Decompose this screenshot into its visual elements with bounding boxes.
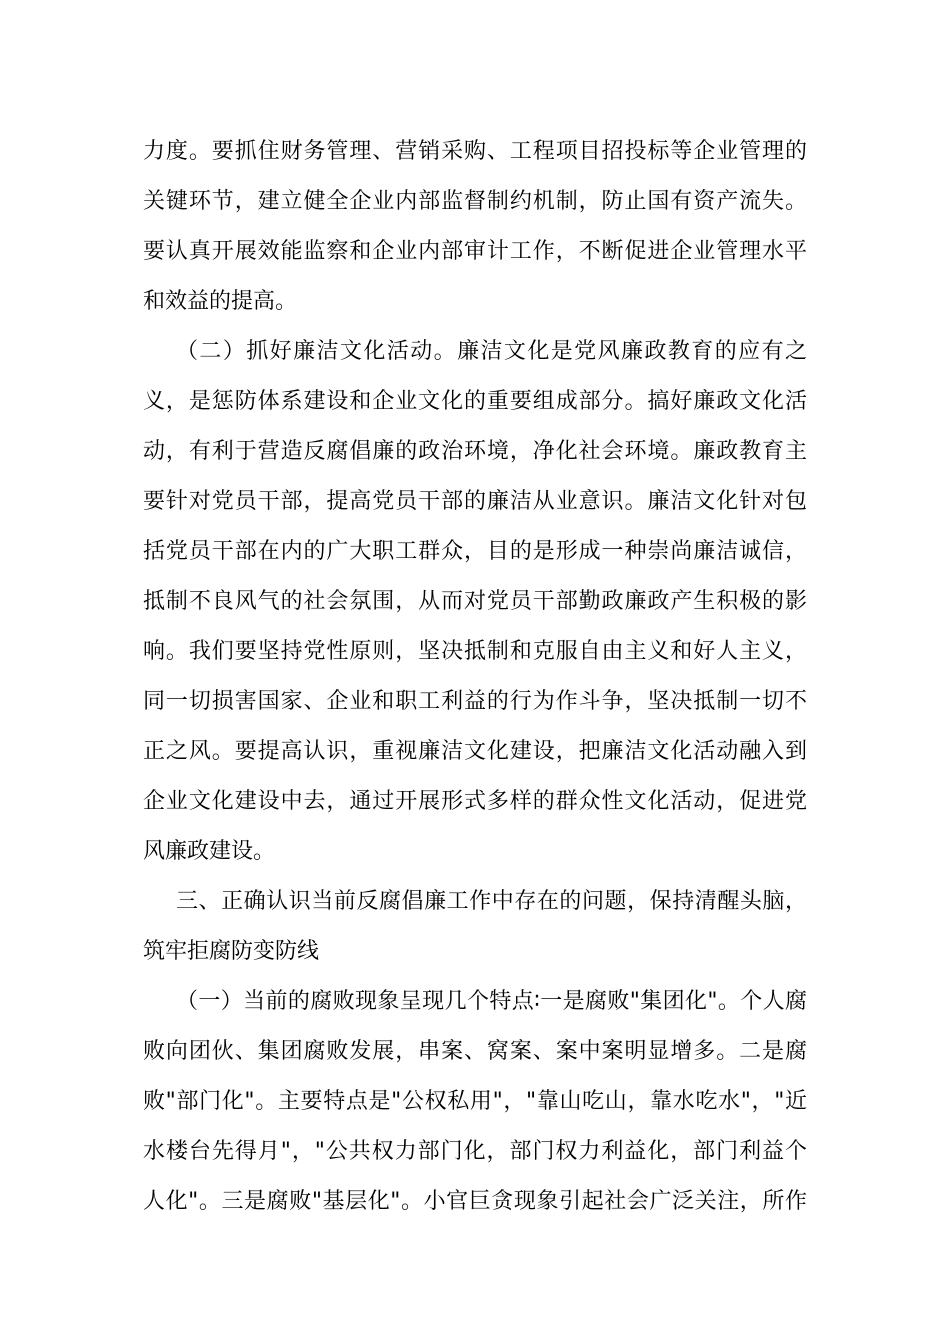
text-line: 三、正确认识当前反腐倡廉工作中存在的问题，保持清醒头脑， xyxy=(176,889,807,914)
text-line: 力度。要抓住财务管理、营销采购、工程项目招投标等企业管理的 xyxy=(143,139,807,164)
text-line: 关键环节，建立健全企业内部监督制约机制，防止国有资产流失。 xyxy=(143,189,807,214)
paragraph xyxy=(143,127,807,327)
paragraph xyxy=(143,327,807,877)
text-line: 败"部门化"。主要特点是"公权私用"，"靠山吃山，靠水吃水"，"近 xyxy=(143,1089,807,1114)
text-line: 水楼台先得月"，"公共权力部门化，部门权力利益化，部门利益个 xyxy=(143,1139,807,1164)
text-line: （二）抓好廉洁文化活动。廉洁文化是党风廉政教育的应有之 xyxy=(176,339,807,364)
text-line: 和效益的提高。 xyxy=(143,289,298,314)
text-line: 动，有利于营造反腐倡廉的政治环境，净化社会环境。廉政教育主 xyxy=(143,439,807,464)
text-line: 筑牢拒腐防变防线 xyxy=(143,939,320,964)
text-line: 企业文化建设中去，通过开展形式多样的群众性文化活动，促进党 xyxy=(143,789,807,814)
text-line: 括党员干部在内的广大职工群众，目的是形成一种崇尚廉洁诚信， xyxy=(143,539,807,564)
text-line: 要针对党员干部，提高党员干部的廉洁从业意识。廉洁文化针对包 xyxy=(143,489,807,514)
paragraph xyxy=(143,977,807,1227)
text-line: （一）当前的腐败现象呈现几个特点∶一是腐败"集团化"。个人腐 xyxy=(176,989,807,1014)
text-line: 要认真开展效能监察和企业内部审计工作，不断促进企业管理水平 xyxy=(143,239,807,264)
text-line: 抵制不良风气的社会氛围，从而对党员干部勤政廉政产生积极的影 xyxy=(143,589,807,614)
text-line: 义，是惩防体系建设和企业文化的重要组成部分。搞好廉政文化活 xyxy=(143,389,807,414)
section-heading xyxy=(143,877,807,977)
text-line: 人化"。三是腐败"基层化"。小官巨贪现象引起社会广泛关注，所作 xyxy=(143,1189,807,1214)
text-line: 败向团伙、集团腐败发展，串案、窝案、案中案明显增多。二是腐 xyxy=(143,1039,807,1064)
text-line: 正之风。要提高认识，重视廉洁文化建设，把廉洁文化活动融入到 xyxy=(143,739,807,764)
text-line: 响。我们要坚持党性原则，坚决抵制和克服自由主义和好人主义， xyxy=(143,639,807,664)
body-text xyxy=(143,127,807,1227)
text-line: 风廉政建设。 xyxy=(143,839,276,864)
text-line: 同一切损害国家、企业和职工利益的行为作斗争，坚决抵制一切不 xyxy=(143,689,807,714)
